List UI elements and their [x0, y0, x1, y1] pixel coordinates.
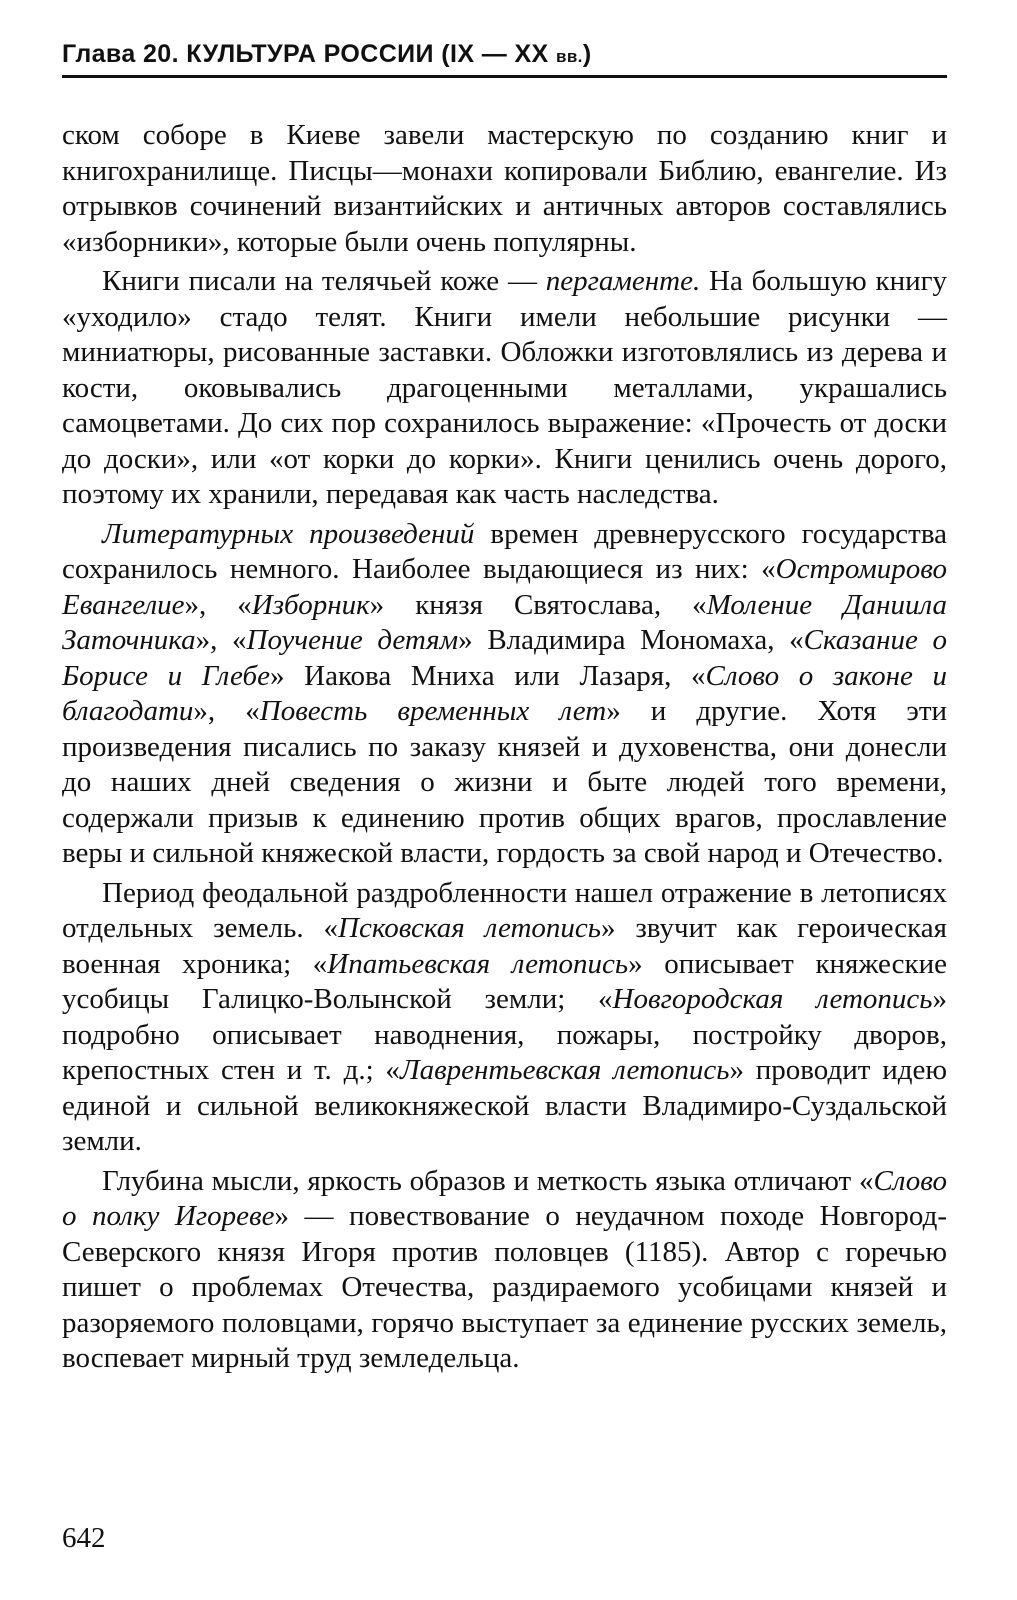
paragraph — [62, 876, 947, 1160]
text-run: » Иакова Мниха или Лазаря, « — [270, 659, 706, 692]
book-page — [62, 40, 947, 1377]
text-run: На большую книгу «уходило» стадо телят. Книги имели небольшие рисунки — миниатюры, рисованные заставки. Обложки изготовлялись из дерева и кости, оковывались драгоценными металлами, украшались самоцветами. До сих пор сохранилось выражение: «Прочесть от доски до доски», или «от корки до корки». Книги ценились очень дорого, поэтому их хранили, передавая как часть наследства. — [62, 265, 947, 510]
italic-text-run: Остромирово Евангелие — [62, 553, 947, 621]
text-run: » Владимира Мономаха, « — [458, 624, 804, 656]
text-run: », « — [184, 588, 252, 621]
italic-text-run: Моление Даниила Заточника — [62, 588, 947, 656]
italic-text-run: Слово о полку Игореве — [62, 1164, 947, 1232]
paragraph — [62, 264, 947, 513]
text-run: ском соборе в Киеве завели мастерскую по созданию книг и книгохранилище. Писцы—монахи копировали Библию, евангелие. Из отрывков сочинений византийских и античных авторов составлялись «изборники», которые были очень популярны. — [62, 119, 947, 258]
paragraph — [62, 1164, 947, 1377]
text-run: » князя Святослава, « — [369, 588, 707, 621]
italic-text-run: Псковская летопись — [338, 912, 601, 944]
text-run: », « — [193, 695, 260, 727]
italic-text-run: Литературных произведений — [102, 517, 475, 550]
chapter-title: Глава 20. КУЛЬТУРА РОССИИ (IX — XX — [62, 40, 556, 68]
text-run: » и другие. Хотя эти произведения писались по заказу князей и духовенства, они донесли до наших дней сведения о жизни и быте людей того времени, содержали призыв к единению против общих врагов, прославление веры и сильной княжеской власти, гордость за свой народ и Отечество. — [62, 695, 948, 869]
running-header — [62, 40, 947, 78]
text-run: » описывает княжеские усобицы Галицко-Волынской земли; « — [62, 947, 947, 1015]
italic-text-run: Слово о законе и благодати — [62, 659, 947, 727]
italic-text-run: Лаврентьевская летопись — [399, 1054, 730, 1086]
italic-text-run: пергаменте. — [545, 265, 701, 297]
text-run: Глубина мысли, яркость образов и меткость языка отличают « — [102, 1164, 874, 1197]
italic-text-run: Новгородская летопись — [612, 983, 933, 1015]
italic-text-run: Ипатьевская летопись — [327, 947, 629, 980]
italic-text-run: Изборник — [251, 588, 370, 621]
century-abbreviation: вв. — [555, 47, 583, 66]
text-run: времен древнерусского государства сохранилось немного. Наиболее выдающиеся из них: « — [62, 517, 947, 585]
italic-text-run: Поучение детям — [246, 624, 459, 656]
text-run: » проводит идею единой и сильной великокняжеской власти Владимиро-Суздальской земли. — [62, 1054, 948, 1157]
text-run: » подробно описывает наводнения, пожары, постройку дворов, крепостных стен и т. д.; « — [62, 983, 947, 1086]
italic-text-run: Повесть временных лет — [259, 695, 607, 727]
body-text — [62, 118, 947, 1377]
header-closing-paren: ) — [582, 40, 592, 68]
italic-text-run: Сказание о Борисе и Глебе — [62, 624, 948, 692]
text-run: » звучит как героическая военная хроника; « — [62, 912, 947, 980]
text-run: Книги писали на телячьей коже — — [102, 265, 546, 297]
page-number: 642 — [62, 1522, 106, 1554]
text-run: » — повествование о неудачном походе Новгород-Северского князя Игоря против половцев (1185). Автор с горечью пишет о проблемах Отечества, раздираемого усобицами князей и разоряемого половцами, горячо выступает за единение русских земель, воспевает мирный труд земледельца. — [62, 1200, 947, 1374]
text-run: », « — [195, 624, 247, 656]
paragraph — [62, 118, 947, 260]
paragraph — [62, 517, 947, 872]
text-run: Период феодальной раздробленности нашел отражение в летописях отдельных земель. « — [62, 876, 947, 944]
